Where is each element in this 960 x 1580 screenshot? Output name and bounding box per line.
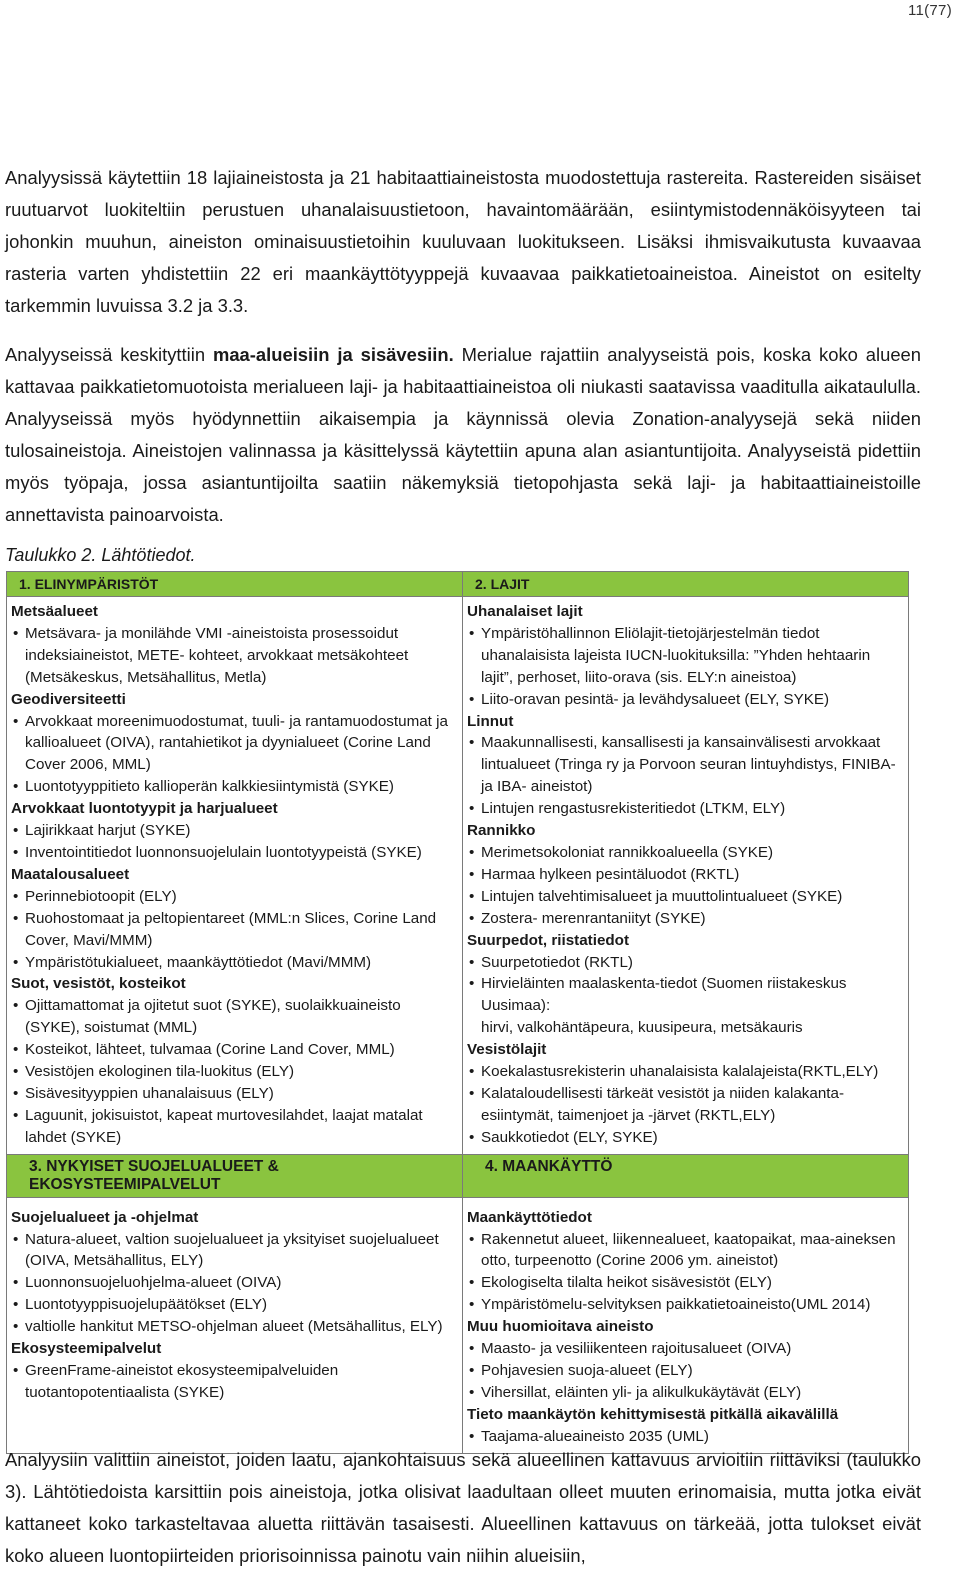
list-item: • Metsävara- ja monilähde VMI -aineistoista prosessoidut indeksiaineistot, METE- kohteet, arvokkaat metsäkohteet (Metsäkeskus, Metsähallitus, Metla) xyxy=(11,623,458,689)
paragraph-intro: Analyysissä käytettiin 18 lajiaineistosta ja 21 habitaattiaineistosta muodostettuja rastereita. Rastereiden sisäiset ruutuarvot luokiteltiin perustuen uhanalaisuustietoon, havaintomäärään, esiintymistodennäköisyyteen tai johonkin muuhun, aineiston ominaisuustietoihin kuuluvaan luokitukseen. Lisäksi ihmisvaikutusta kuvaavaa rasteria varten yhdistettiin 22 eri maankäyttötyyppejä kuvaavaa paikkatietoaineistoa. Aineistot on esitelty tarkemmin luvuissa 3.2 ja 3.3. xyxy=(5,167,921,316)
page-number: 11(77) xyxy=(907,2,952,19)
section-title: Vesistölajit xyxy=(467,1041,547,1059)
paragraph-selection: Analyysiin valittiin aineistot, joiden laatu, ajankohtaisuus sekä alueellinen kattavuus arvioitiin riittäviksi (taulukko 3). Lähtötiedoista karsittiin pois aineistoja, jotka olisivat laadultaan olleet muuten erinomaisia, mutta jotka eivät kattaneet koko tarkasteltavaa aluetta riittävän tasaisesti. Alueellinen kattavuus on tärkeää, jotta tulokset eivät koko alueen luontopiirteiden priorisoinnissa painotu vain niihin alueisiin, xyxy=(5,1449,921,1566)
list-item: • Suurpetotiedot (RKTL) xyxy=(467,952,904,974)
bullet-list xyxy=(467,952,904,1018)
list-item: • Maakunnallisesti, kansallisesti ja kansainvälisesti arvokkaat lintualueet (Tringa ry ja Porvoon seuran lintuyhdistys, FINIBA-ja IBA- aineistot) xyxy=(467,732,904,798)
source-data-table xyxy=(6,571,909,1454)
table-header-row xyxy=(7,1154,909,1197)
paragraph-focus-start: Analyyseissä keskityttiin xyxy=(5,344,213,365)
section-title: Metsäalueet xyxy=(11,603,98,620)
list-item: • Maasto- ja vesiliikenteen rajoitusalueet (OIVA) xyxy=(467,1338,904,1360)
section-title: Geodiversiteetti xyxy=(11,690,126,708)
bullet-list xyxy=(11,711,458,799)
list-item-continuation: hirvi, valkohäntäpeura, kuusipeura, metsäkauris xyxy=(481,1019,803,1037)
list-item: • Arvokkaat moreenimuodostumat, tuuli- ja rantamuodostumat ja kallioalueet (OIVA), rantahietikot ja dyynialueet (Corine Land Cover 2006, MML) xyxy=(11,711,458,777)
list-item: • Ekologiselta tilalta heikot sisävesistöt (ELY) xyxy=(467,1272,904,1294)
section-title: Tieto maankäytön kehittymisestä pitkällä aikavälillä xyxy=(467,1405,839,1423)
list-item: • Merimetsokoloniat rannikkoalueella (SYKE) xyxy=(467,842,904,864)
section-title: Muu huomioitava aineisto xyxy=(467,1318,654,1336)
cell-species xyxy=(463,597,909,1155)
header-habitats: 1. ELINYMPÄRISTÖT xyxy=(7,572,463,597)
paragraph-focus-bold: maa-alueisiin ja sisävesiin. xyxy=(212,344,454,365)
paragraph-focus xyxy=(5,339,921,531)
bullet-list xyxy=(11,623,458,689)
section-title: Arvokkaat luontotyypit ja harjualueet xyxy=(11,800,278,818)
cell-protected-areas xyxy=(7,1197,463,1453)
list-item: • Harmaa hylkeen pesintäluodot (RKTL) xyxy=(467,864,904,886)
list-item: • Perinnebiotoopit (ELY) xyxy=(11,886,458,908)
table-caption: Taulukko 2. Lähtötiedot. xyxy=(5,545,196,565)
list-item: • Natura-alueet, valtion suojelualueet ja yksityiset suojelualueet (OIVA, Metsähallitus, ELY) xyxy=(11,1229,458,1273)
table-header-row xyxy=(7,572,909,597)
bullet-list xyxy=(467,1338,904,1404)
table-row xyxy=(7,597,909,1155)
list-item: • Inventointitiedot luonnonsuojelulain luontotyypeistä (SYKE) xyxy=(11,842,458,864)
list-item: • Lintujen talvehtimisalueet ja muuttolintualueet (SYKE) xyxy=(467,886,904,908)
list-item: • Ympäristötukialueet, maankäyttötiedot (Mavi/MMM) xyxy=(11,952,458,974)
list-item: • Lajirikkaat harjut (SYKE) xyxy=(11,820,458,842)
list-item: • Pohjavesien suoja-alueet (ELY) xyxy=(467,1360,904,1382)
bullet-list xyxy=(11,995,458,1148)
list-item: • Lintujen rengastusrekisteritiedot (LTKM, ELY) xyxy=(467,798,904,820)
list-item: • Ruohostomaat ja peltopientareet (MML:n Slices, Corine Land Cover, Mavi/MMM) xyxy=(11,908,458,952)
list-item: • Ojittamattomat ja ojitetut suot (SYKE), suolaikkuaineisto (SYKE), soistumat (MML) xyxy=(11,995,458,1039)
header-protected-areas: 3. NYKYISET SUOJELUALUEET & EKOSYSTEEMIPALVELUT xyxy=(7,1154,463,1197)
list-item: • Saukkotiedot (ELY, SYKE) xyxy=(467,1127,904,1149)
list-item: • Kalataloudellisesti tärkeät vesistöt ja niiden kalakanta-esiintymät, taimenjoet ja -järvet (RKTL,ELY) xyxy=(467,1083,904,1127)
list-item: • Hirvieläinten maalaskenta-tiedot (Suomen riistakeskus Uusimaa): xyxy=(467,973,904,1017)
paragraph-focus-rest: Merialue rajattiin analyyseistä pois, koska koko alueen kattavaa paikkatietomuotoista merialueen laji- ja habitaattiaineistoa oli niukasti saatavissa vaaditulla aikataululla. Analyyseissä myös hyödynnettiin aikaisempia ja käynnissä olevia Zonation-analyysejä sekä niiden tulosaineistoja. Aineistojen valinnassa ja käsittelyssä käytettiin apuna alan asiantuntijoita. Analyyseistä pidettiin myös työpaja, jossa asiantuntijoilta saatiin näkemyksiä tietopohjasta sekä laji- ja habitaattiaineistoille annettavista painoarvoista. xyxy=(5,344,921,525)
list-item: • Vesistöjen ekologinen tila-luokitus (ELY) xyxy=(11,1061,458,1083)
list-item: • Kosteikot, lähteet, tulvamaa (Corine Land Cover, MML) xyxy=(11,1039,458,1061)
bullet-list xyxy=(467,623,904,711)
cell-land-use xyxy=(463,1197,909,1453)
section-title: Uhanalaiset lajit xyxy=(467,603,583,620)
bullet-list xyxy=(11,886,458,974)
header-land-use: 4. MAANKÄYTTÖ xyxy=(463,1154,909,1197)
section-title: Maatalousalueet xyxy=(11,865,130,883)
bullet-list xyxy=(11,820,458,864)
list-item: • Vihersillat, eläinten yli- ja alikulkukäytävät (ELY) xyxy=(467,1382,904,1404)
section-title: Suurpedot, riistatiedot xyxy=(467,931,630,949)
list-item: • Sisävesityyppien uhanalaisuus (ELY) xyxy=(11,1083,458,1105)
bullet-list xyxy=(467,842,904,930)
bullet-list xyxy=(11,1360,458,1404)
section-title: Linnut xyxy=(467,712,514,730)
section-title: Suot, vesistöt, kosteikot xyxy=(11,975,186,993)
bullet-list xyxy=(11,1229,458,1339)
list-item: • Laguunit, jokisuistot, kapeat murtovesilahdet, laajat matalat lahdet (SYKE) xyxy=(11,1105,458,1149)
bullet-list xyxy=(467,732,904,820)
list-item: • GreenFrame-aineistot ekosysteemipalveluiden tuotantopotentiaalista (SYKE) xyxy=(11,1360,458,1404)
list-item: • valtiolle hankitut METSO-ohjelman alueet (Metsähallitus, ELY) xyxy=(11,1316,458,1338)
section-title: Suojelualueet ja -ohjelmat xyxy=(11,1208,199,1226)
list-item: • Ympäristöhallinnon Eliölajit-tietojärjestelmän tiedot uhanalaisista lajeista IUCN-luokituksilla: ”Yhden hehtaarin lajit”, perhoset, liito-orava (sis. ELY:n aineistoa) xyxy=(467,623,904,689)
bullet-list xyxy=(467,1229,904,1317)
table-row xyxy=(7,1197,909,1453)
header-species: 2. LAJIT xyxy=(463,572,909,597)
list-item: • Rakennetut alueet, liikennealueet, kaatopaikat, maa-aineksen otto, turpeenotto (Corine 2006 ym. aineistot) xyxy=(467,1229,904,1273)
list-item: • Taajama-alueaineisto 2035 (UML) xyxy=(467,1426,904,1448)
list-item: • Liito-oravan pesintä- ja levähdysalueet (ELY, SYKE) xyxy=(467,689,904,711)
section-title: Maankäyttötiedot xyxy=(467,1208,592,1226)
section-title: Ekosysteemipalvelut xyxy=(11,1340,162,1358)
list-item: • Luonnonsuojeluohjelma-alueet (OIVA) xyxy=(11,1272,458,1294)
list-item: • Ympäristömelu-selvityksen paikkatietoaineisto(UML 2014) xyxy=(467,1294,904,1316)
list-item: • Luontotyyppisuojelupäätökset (ELY) xyxy=(11,1294,458,1316)
list-item: • Luontotyyppitieto kallioperän kalkkiesiintymistä (SYKE) xyxy=(11,776,458,798)
list-item: • Zostera- merenrantaniityt (SYKE) xyxy=(467,908,904,930)
section-title: Rannikko xyxy=(467,822,536,840)
list-item: • Koekalastusrekisterin uhanalaisista kalalajeista(RKTL,ELY) xyxy=(467,1061,904,1083)
cell-habitats xyxy=(7,597,463,1155)
bullet-list xyxy=(467,1061,904,1149)
